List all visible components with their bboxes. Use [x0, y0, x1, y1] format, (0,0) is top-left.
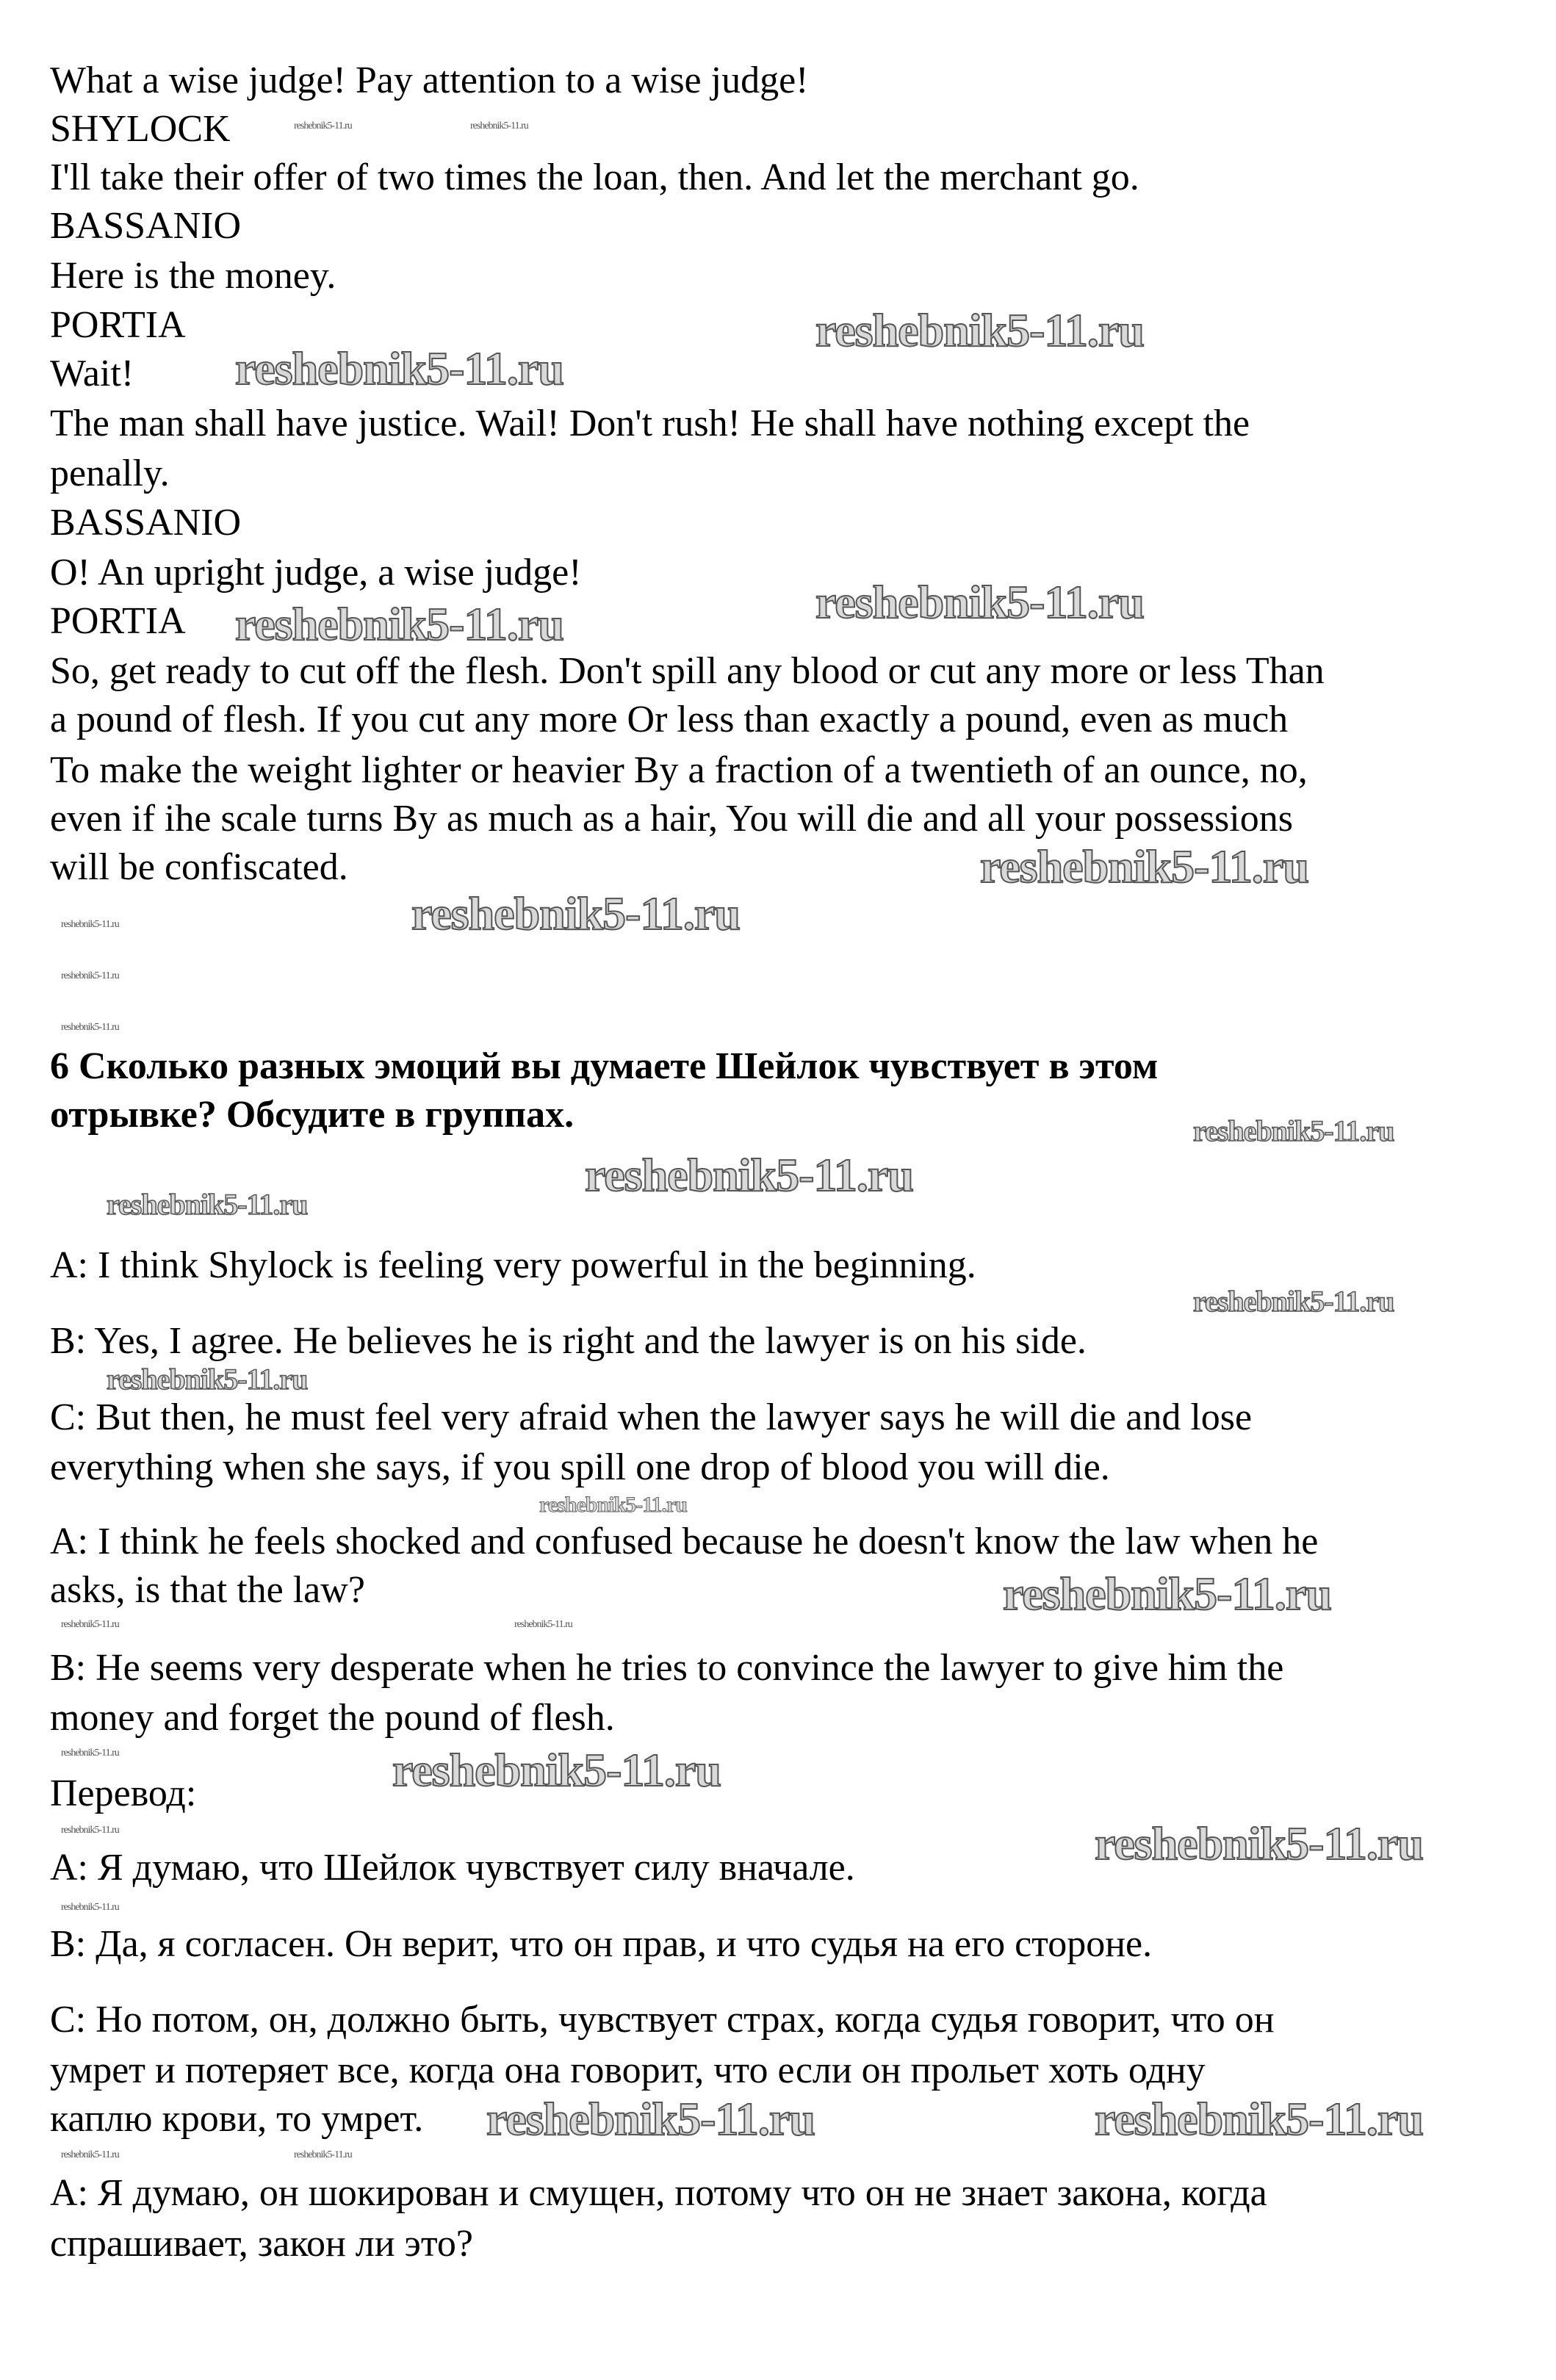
watermark: reshebnik5-11.ru — [61, 1825, 119, 1836]
text-line: BASSANIO — [50, 502, 242, 544]
watermark: reshebnik5-11.ru — [294, 2149, 352, 2160]
text-line: умрет и потеряет все, когда она говорит, что если он прольет хоть одну — [50, 2049, 1206, 2091]
text-line: money and forget the pound of flesh. — [50, 1697, 615, 1739]
watermark: reshebnik5-11.ru — [61, 1902, 119, 1913]
text-line: Перевод: — [50, 1773, 197, 1814]
text-line: A: Я думаю, он шокирован и смущен, потому что он не знает закона, когда — [50, 2172, 1267, 2214]
watermark: reshebnik5-11.ru — [61, 919, 119, 930]
watermark: reshebnik5-11.ru — [235, 598, 563, 650]
text-line: каплю крови, то умрет. — [50, 2098, 424, 2140]
watermark: reshebnik5-11.ru — [392, 1744, 721, 1796]
text-line: B: Да, я согласен. Он верит, что он прав, и что судья на его стороне. — [50, 1923, 1153, 1965]
watermark: reshebnik5-11.ru — [815, 576, 1144, 628]
watermark: reshebnik5-11.ru — [470, 120, 528, 131]
watermark: reshebnik5-11.ru — [107, 1188, 308, 1221]
text-line: BASSANIO — [50, 205, 242, 247]
watermark: reshebnik5-11.ru — [1193, 1285, 1394, 1318]
text-line: A: Я думаю, что Шейлок чувствует силу вначале. — [50, 1847, 855, 1889]
text-line: Here is the money. — [50, 255, 336, 297]
watermark: reshebnik5-11.ru — [1003, 1568, 1331, 1620]
watermark: reshebnik5-11.ru — [1095, 2093, 1423, 2145]
text-line: PORTIA — [50, 600, 186, 642]
text-line: SHYLOCK — [50, 108, 231, 150]
task-heading-line: отрывке? Обсудите в группах. — [50, 1094, 575, 1136]
watermark: reshebnik5-11.ru — [61, 970, 119, 981]
watermark: reshebnik5-11.ru — [107, 1363, 308, 1396]
text-line: will be confiscated. — [50, 846, 348, 888]
watermark: reshebnik5-11.ru — [235, 342, 563, 394]
text-line: B: Yes, I agree. He believes he is right and the lawyer is on his side. — [50, 1320, 1087, 1362]
watermark: reshebnik5-11.ru — [61, 1619, 119, 1630]
text-line: The man shall have justice. Wail! Don't rush! He shall have nothing except the — [50, 403, 1250, 444]
watermark: reshebnik5-11.ru — [815, 304, 1144, 356]
watermark: reshebnik5-11.ru — [980, 840, 1308, 892]
text-line: everything when she says, if you spill one drop of blood you will die. — [50, 1446, 1110, 1488]
text-line: C: Но потом, он, должно быть, чувствует страх, когда судья говорит, что он — [50, 1999, 1275, 2041]
text-line: penally. — [50, 452, 170, 494]
text-line: asks, is that the law? — [50, 1569, 365, 1611]
text-line: A: I think he feels shocked and confused because he doesn't know the law when he — [50, 1521, 1319, 1562]
text-line: O! An upright judge, a wise judge! — [50, 552, 582, 594]
watermark: reshebnik5-11.ru — [61, 2149, 119, 2160]
watermark: reshebnik5-11.ru — [294, 120, 352, 131]
text-line: B: He seems very desperate when he tries to convince the lawyer to give him the — [50, 1647, 1284, 1689]
watermark: reshebnik5-11.ru — [486, 2093, 815, 2145]
text-line: So, get ready to cut off the flesh. Don't spill any blood or cut any more or less Than — [50, 650, 1325, 692]
text-line: To make the weight lighter or heavier By a fraction of a twentieth of an ounce, no, — [50, 749, 1308, 791]
task-heading-line: 6 Сколько разных эмоций вы думаете Шейлок чувствует в этом — [50, 1045, 1159, 1087]
text-line: I'll take their offer of two times the loan, then. And let the merchant go. — [50, 156, 1139, 198]
text-line: even if ihe scale turns By as much as a hair, You will die and all your possessions — [50, 798, 1293, 840]
text-line: PORTIA — [50, 304, 186, 346]
watermark: reshebnik5-11.ru — [585, 1149, 913, 1201]
watermark: reshebnik5-11.ru — [61, 1022, 119, 1033]
watermark: reshebnik5-11.ru — [1193, 1114, 1394, 1147]
text-line: спрашивает, закон ли это? — [50, 2223, 473, 2265]
watermark: reshebnik5-11.ru — [411, 887, 740, 940]
watermark: reshebnik5-11.ru — [1095, 1817, 1423, 1869]
text-line: a pound of flesh. If you cut any more Or less than exactly a pound, even as much — [50, 699, 1289, 740]
text-line: What a wise judge! Pay attention to a wise judge! — [50, 60, 809, 101]
watermark: reshebnik5-11.ru — [539, 1493, 687, 1517]
watermark: reshebnik5-11.ru — [514, 1619, 572, 1630]
text-line: A: I think Shylock is feeling very powerful in the beginning. — [50, 1244, 976, 1286]
text-line: Wait! — [50, 353, 134, 394]
text-line: C: But then, he must feel very afraid when the lawyer says he will die and lose — [50, 1396, 1253, 1438]
watermark: reshebnik5-11.ru — [61, 1748, 119, 1759]
